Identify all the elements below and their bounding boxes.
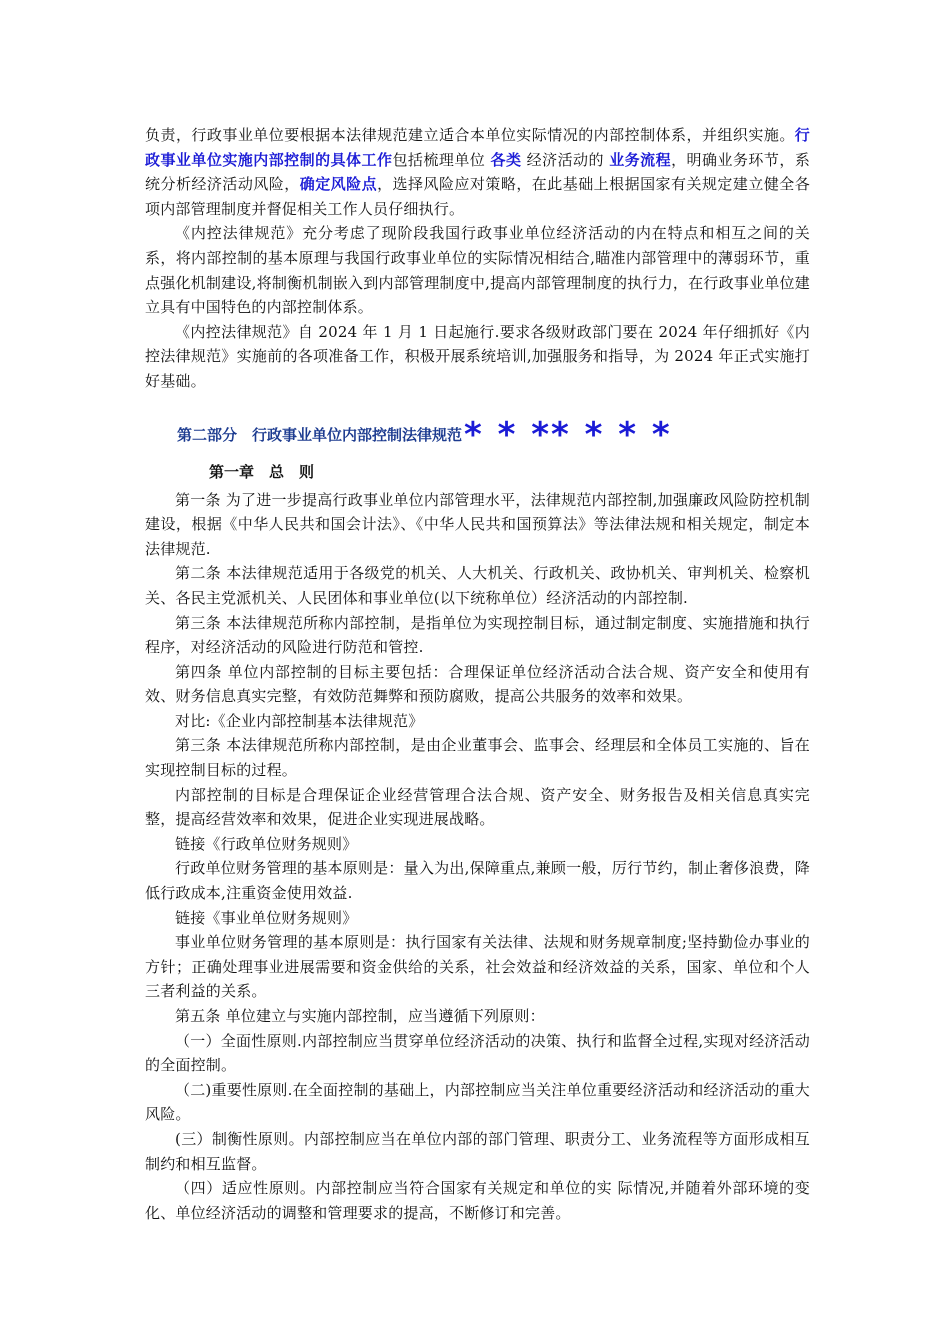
principle-adaptability: （四）适应性原则。内部控制应当符合国家有关规定和单位的实 际情况,并随着外部环境的变化、单位经济活动的调整和管理要求的提高，不断修订和完善。 [145,1179,810,1222]
highlight-risk-points: 确定风险点 [299,175,378,194]
comparison-label: 对比:《企业内部控制基本法律规范》 [175,711,424,730]
text-run: 经济活动的 [521,150,610,169]
text-run: 负责，行政事业单位要根据本法律规范建立适合本单位实际情况的内部控制体系，并组织实施。 [145,126,795,144]
article-1: 第一条 为了进一步提高行政事业单位内部管理水平，法律规范内部控制,加强廉政风险防控机制建设，根据《中华人民共和国会计法》、《中华人民共和国预算法》等法律法规和相关规定，制定本法律规范. [145,490,810,558]
highlight-business-process: 业务流程 [609,150,672,169]
part-two-heading [177,414,810,455]
intro-paragraph-3: 《内控法律规范》自 2024 年 1 月 1 日起施行.要求各级财政部门要在 2024 年仔细抓好《内控法律规范》实施前的各项准备工作，积极开展系统培训,加强服务和指导，为 2024 年正式实施打好基础。 [145,322,810,390]
intro-paragraph-2: 《内控法律规范》充分考虑了现阶段我国行政事业单位经济活动的内在特点和相互之间的关系，将内部控制的基本原理与我国行政事业单位的实际情况相结合,瞄准内部管理中的薄弱环节，重点强化机制建设,将制衡机制嵌入到内部管理制度中,提高内部管理制度的执行力，在行政事业单位建立具有中国特色的内部控制体系。 [145,224,810,317]
institution-finance-principles: 事业单位财务管理的基本原则是：执行国家有关法律、法规和财务规章制度;坚持勤俭办事业的方针；正确处理事业进展需要和资金供给的关系，社会效益和经济效益的关系，国家、单位和个人三者利益的关系。 [145,933,810,1001]
text-run: ，明确业务环节，系统分析经济活动风险， [145,150,811,194]
decorative-stars: * * ** * * * [464,414,672,455]
text-run: ，选择风险应对策略，在此基础上根据国家有关规定建立健全各项内部管理制度并督促相关工作人员仔细执行。 [145,175,810,218]
article-5: 第五条 单位建立与实施内部控制，应当遵循下列原则： [175,1007,545,1025]
link-admin-finance-rules: 链接《行政单位财务规则》 [175,834,358,853]
article-3: 第三条 本法律规范所称内部控制，是指单位为实现控制目标，通过制定制度、实施措施和执行程序，对经济活动的风险进行防范和管控. [145,613,810,657]
intro-paragraph-1 [145,123,810,221]
part-two-title: 第二部分 行政事业单位内部控制法律规范 [177,425,463,444]
article-2: 第二条 本法律规范适用于各级党的机关、人大机关、行政机关、政协机关、审判机关、检察机关、各民主党派机关、人民团体和事业单位(以下统称单位）经济活动的内部控制. [145,564,810,607]
principle-checks-balances: (三）制衡性原则。内部控制应当在单位内部的部门管理、职责分工、业务流程等方面形成相互制约和相互监督。 [145,1129,810,1173]
chapter-heading: 第一章 总 则 [209,462,315,481]
article-4: 第四条 单位内部控制的目标主要包括：合理保证单位经济活动合法合规、资产安全和使用有效、财务信息真实完整，有效防范舞弊和预防腐败，提高公共服务的效率和效果。 [145,662,810,706]
highlight-specific-work: 行政事业单位实施内部控制的具体工作 [145,126,810,169]
comparison-article-3: 第三条 本法律规范所称内部控制，是由企业董事会、监事会、经理层和全体员工实施的、旨在实现控制目标的过程。 [145,736,810,780]
document-body [145,123,810,1225]
highlight-categories: 各类 [490,150,522,169]
text-run: 包括梳理单位 [392,150,491,169]
principle-importance: （二)重要性原则.在全面控制的基础上，内部控制应当关注单位重要经济活动和经济活动的重大风险。 [145,1080,810,1124]
link-institution-finance-rules: 链接《事业单位财务规则》 [175,908,358,927]
admin-finance-principles: 行政单位财务管理的基本原则是：量入为出,保障重点,兼顾一般，厉行节约，制止奢侈浪费，降低行政成本,注重资金使用效益. [145,859,810,903]
principle-comprehensiveness: （一）全面性原则.内部控制应当贯穿单位经济活动的决策、执行和监督全过程,实现对经济活动的全面控制。 [145,1031,810,1075]
comparison-objective: 内部控制的目标是合理保证企业经营管理合法合规、资产安全、财务报告及相关信息真实完整，提高经营效率和效果，促进企业实现进展战略。 [145,785,810,829]
